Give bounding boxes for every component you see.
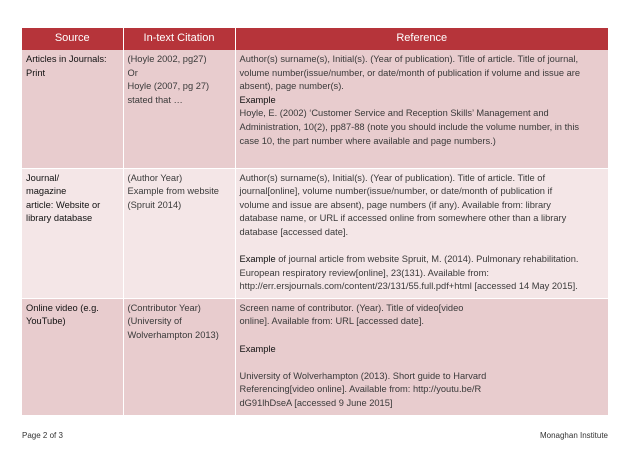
citation-line: Hoyle (2007, pg 27) — [127, 81, 210, 92]
example-line: University of Wolverhampton (2013). Short guide to Harvard — [239, 370, 487, 381]
institute-name: Monaghan Institute — [539, 431, 608, 440]
reference-cell — [235, 298, 608, 415]
header-in-text-citation: In-text Citation — [123, 28, 235, 50]
example-line: Administration, 10(2), pp87-88 (note you should include the volume number, in this — [239, 121, 580, 132]
citation-cell — [123, 168, 235, 298]
citation-cell — [123, 50, 235, 168]
citation-line: Example from website — [127, 186, 219, 197]
example-line: European respiratory review[online], 23(131). Available from: — [239, 267, 489, 278]
source-line: Online video (e.g. — [26, 302, 99, 313]
source-line: library database — [26, 213, 93, 224]
source-cell — [22, 298, 123, 415]
example-line: http://err.ersjournals.com/content/23/131/55.full.pdf+html [accessed 14 May 2015]. — [239, 281, 578, 292]
citation-cell — [123, 298, 235, 415]
reference-line: Author(s) surname(s), Initial(s). (Year of publication). Title of article. Title of journal, — [239, 54, 579, 64]
example-line — [240, 253, 605, 267]
header-source: Source — [22, 28, 123, 50]
citation-line: (Author Year) — [127, 172, 183, 183]
page-number: Page 2 of 3 — [22, 431, 63, 440]
citation-line: stated that … — [127, 94, 183, 105]
citation-line: (Spruit 2014) — [127, 199, 182, 210]
citation-line: Wolverhampton 2013) — [127, 330, 219, 341]
source-line: Print — [26, 67, 46, 78]
paragraph-gap — [240, 329, 605, 343]
reference-line: volume number(issue/number, or date/month of publication if volume and issue are — [239, 67, 581, 78]
reference-cell — [235, 50, 608, 168]
source-line: article: Website or — [26, 199, 101, 210]
citation-line: (Hoyle 2002, pg27) — [127, 54, 207, 64]
example-line: dG91lhDseA [accessed 9 June 2015] — [239, 398, 393, 408]
reference-line: absent), page number(s). — [239, 81, 344, 92]
example-line: Hoyle, E. (2002) ‘Customer Service and Reception Skills’ Management and — [239, 108, 549, 119]
table-row — [22, 168, 608, 298]
reference-line: database name, or URL if accessed online from somewhere other than a library — [239, 213, 567, 224]
reference-line: online]. Available from: URL [accessed date]. — [239, 316, 424, 327]
reference-cell — [235, 168, 608, 298]
citation-line: (University of — [127, 316, 182, 327]
example-text: of journal article from website Spruit, M. (2014). Pulmonary rehabilitation. — [275, 254, 579, 265]
source-cell — [22, 168, 123, 298]
source-line: Articles in Journals: — [26, 54, 107, 64]
reference-line: database [accessed date]. — [239, 226, 349, 237]
header-reference: Reference — [235, 28, 608, 50]
citation-line: (Contributor Year) — [127, 302, 201, 313]
source-line: Journal/ — [26, 172, 60, 183]
referencing-table — [22, 28, 608, 416]
example-label: Example — [239, 254, 276, 265]
paragraph-gap — [240, 356, 605, 370]
header-row — [22, 28, 608, 50]
paragraph-gap — [240, 239, 605, 253]
table-row — [22, 298, 608, 415]
reference-line: Screen name of contributor. (Year). Title of video[video — [239, 302, 464, 313]
source-cell — [22, 50, 123, 168]
reference-line: Author(s) surname(s), Initial(s). (Year of publication). Title of article. Title of — [239, 172, 546, 183]
example-label: Example — [239, 94, 276, 105]
example-line: Referencing[video online]. Available from: http://youtu.be/R — [239, 384, 482, 395]
example-line: case 10, the part number where available and page numbers.) — [239, 135, 496, 146]
example-label: Example — [239, 343, 276, 354]
source-line: magazine — [26, 186, 67, 197]
citation-line: Or — [127, 67, 138, 78]
table-row — [22, 50, 608, 168]
reference-line: volume and issue are absent), page numbers (if any). Available from: library — [239, 199, 551, 210]
source-line: YouTube) — [26, 316, 66, 327]
reference-line: journal[online], volume number(issue/number, or date/month of publication if — [239, 186, 553, 197]
